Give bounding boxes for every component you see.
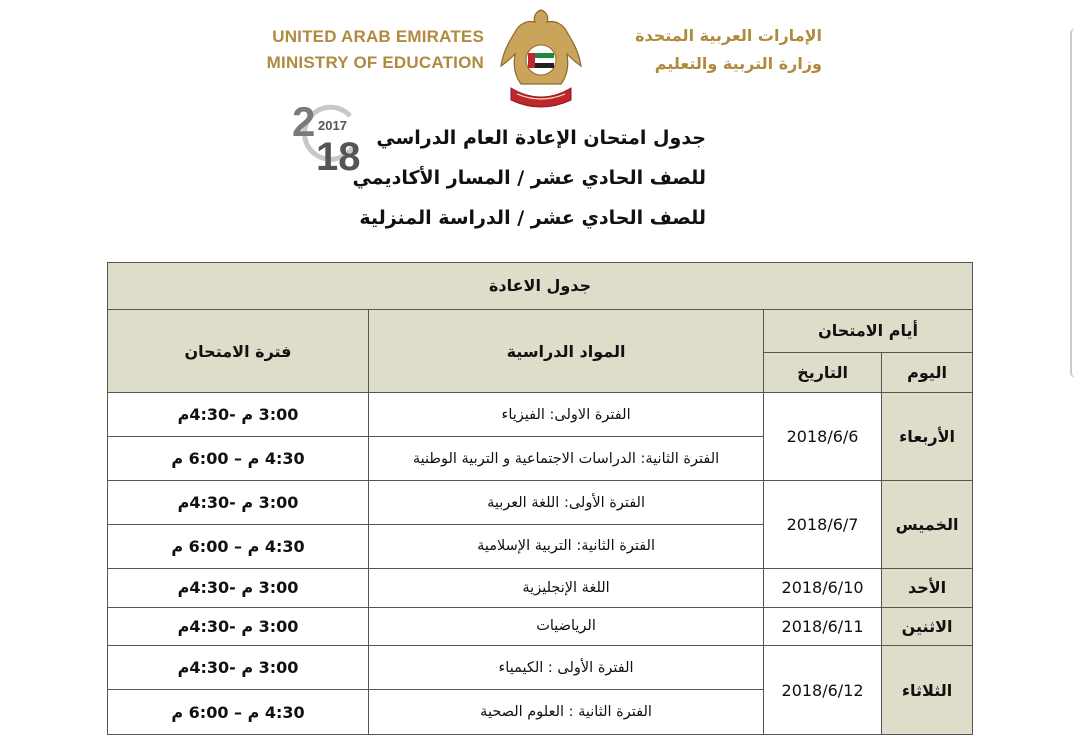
day-cell: الأحد [882,568,973,607]
date-cell: 2018/6/11 [764,607,882,646]
subject-cell: الفترة الثانية : العلوم الصحية [369,690,764,735]
time-cell: 3:00 م -4:30م [108,646,369,690]
table-caption: جدول الاعادة [108,263,973,310]
subject-cell: الفترة الثانية: التربية الإسلامية [369,524,764,568]
time-cell: 3:00 م -4:30م [108,568,369,607]
header-arabic [592,22,822,78]
subject-cell: الفترة الأولى: اللغة العربية [369,481,764,525]
day-cell: الاثنين [882,607,973,646]
year-logo-2017: 2017 [318,118,347,133]
subject-cell: الفترة الثانية: الدراسات الاجتماعية و التربية الوطنية [369,437,764,481]
date-cell: 2018/6/7 [764,481,882,569]
page-edge-scroll-indicator [1070,28,1080,378]
header-subjects: المواد الدراسية [369,309,764,393]
time-cell: 3:00 م -4:30م [108,393,369,437]
table-row [108,607,973,646]
title-line-3: للصف الحادي عشر / الدراسة المنزلية [359,207,706,229]
document-titles [350,118,706,238]
title-line-1: جدول امتحان الإعادة العام الدراسي [376,127,706,149]
header-exam-days: أيام الامتحان [764,309,973,352]
time-cell: 4:30 م – 6:00 م [108,524,369,568]
subject-cell: اللغة الإنجليزية [369,568,764,607]
uae-emblem-icon [497,6,585,110]
day-cell: الخميس [882,481,973,569]
time-cell: 4:30 م – 6:00 م [108,437,369,481]
header-period: فترة الامتحان [108,309,369,393]
header-date: التاريخ [764,352,882,393]
year-logo-2: 2 [292,98,316,145]
date-cell: 2018/6/10 [764,568,882,607]
day-cell: الأربعاء [882,393,973,481]
country-name-en: UNITED ARAB EMIRATES [272,27,484,46]
exam-schedule-table [107,262,973,735]
date-cell: 2018/6/12 [764,646,882,735]
header-day: اليوم [882,352,973,393]
time-cell: 4:30 م – 6:00 م [108,690,369,735]
ministry-name-en: MINISTRY OF EDUCATION [266,53,484,72]
subject-cell: الرياضيات [369,607,764,646]
year-logo-18: 18 [316,135,361,176]
time-cell: 3:00 م -4:30م [108,607,369,646]
title-line-2: للصف الحادي عشر / المسار الأكاديمي [352,167,706,189]
table-row [108,646,973,690]
country-name-ar: الإمارات العربية المتحدة [635,26,822,45]
time-cell: 3:00 م -4:30م [108,481,369,525]
table-row [108,568,973,607]
subject-cell: الفترة الأولى : الكيمياء [369,646,764,690]
table-row [108,393,973,437]
ministry-name-ar: وزارة التربية والتعليم [654,54,822,73]
date-cell: 2018/6/6 [764,393,882,481]
subject-cell: الفترة الاولى: الفيزياء [369,393,764,437]
table-row [108,481,973,525]
day-cell: الثلاثاء [882,646,973,735]
header-english [258,24,484,76]
